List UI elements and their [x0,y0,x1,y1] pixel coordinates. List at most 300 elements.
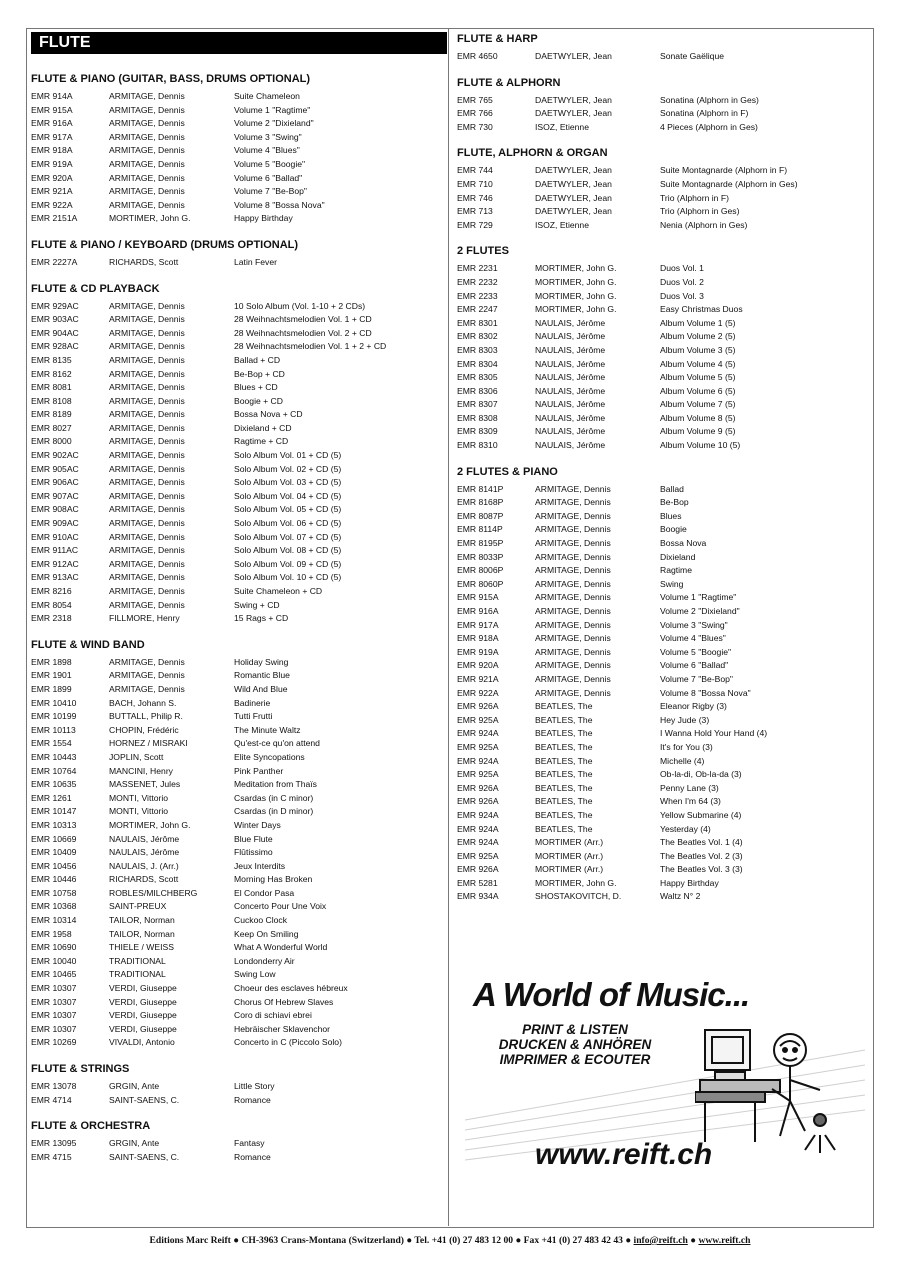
catalog-row [457,591,867,605]
catalog-number: EMR 908AC [31,504,79,515]
catalog-row [31,300,445,314]
title: Meditation from Thaïs [234,779,317,790]
catalog-number: EMR 744 [457,165,493,176]
composer: DAETWYLER, Jean [535,108,612,119]
catalog-row [457,178,867,192]
catalog-row [457,262,867,276]
catalog-row [457,121,867,135]
footer-website-link[interactable]: www.reift.ch [698,1235,751,1246]
title: Flûtissimo [234,847,273,858]
catalog-row [457,412,867,426]
catalog-row [457,890,867,904]
catalog-number: EMR 746 [457,192,493,203]
title: Volume 4 "Blues" [660,633,726,644]
catalog-row [31,381,445,395]
composer: SAINT-SAENS, C. [109,1094,180,1105]
composer: BUTTALL, Philip R. [109,711,183,722]
composer: BEATLES, The [535,782,593,793]
catalog-number: EMR 1958 [31,928,72,939]
title: Cuckoo Clock [234,915,288,926]
footer [0,1235,900,1246]
title: Easy Christmas Duos [660,304,743,315]
catalog-row [31,941,445,955]
catalog-number: EMR 13095 [31,1138,77,1149]
composer: MORTIMER (Arr.) [535,864,604,875]
section [31,72,445,226]
composer: ARMITAGE, Dennis [109,683,185,694]
composer: ARMITAGE, Dennis [109,656,185,667]
composer: DAETWYLER, Jean [535,206,612,217]
title: Volume 1 "Ragtime" [234,104,311,115]
composer: FILLMORE, Henry [109,613,180,624]
composer: MORTIMER, John G. [109,213,191,224]
composer: NAULAIS, Jérôme [535,426,606,437]
title: Ragtime [660,565,692,576]
catalog-row [457,687,867,701]
catalog-row [31,612,445,626]
catalog-number: EMR 925A [457,769,499,780]
catalog-row [31,256,445,270]
catalog-row [31,724,445,738]
title: Solo Album Vol. 01 + CD (5) [234,450,342,461]
composer: MORTIMER (Arr.) [535,837,604,848]
catalog-number: EMR 914A [31,91,73,101]
catalog-row [31,982,445,996]
catalog-row [457,425,867,439]
title: Solo Album Vol. 07 + CD (5) [234,531,342,542]
catalog-number: EMR 10307 [31,983,77,994]
catalog-number: EMR 904AC [31,327,79,338]
title: Volume 5 "Boogie" [660,646,732,657]
title: Jeux Interdits [234,860,286,871]
title: Elite Syncopations [234,751,305,762]
catalog-row [31,599,445,613]
catalog-row [457,727,867,741]
title: Album Volume 3 (5) [660,344,736,355]
title: Volume 6 "Ballad" [234,172,303,183]
title: Album Volume 5 (5) [660,372,736,383]
catalog-number: EMR 8162 [31,368,72,379]
catalog-number: EMR 924A [457,755,499,766]
composer: ARMITAGE, Dennis [109,504,185,515]
catalog-row [457,836,867,850]
catalog-row [31,1137,445,1151]
catalog-number: EMR 10446 [31,874,77,885]
catalog-number: EMR 919A [31,158,73,169]
catalog-number: EMR 902AC [31,450,79,461]
title: Keep On Smiling [234,928,299,939]
title: Volume 7 "Be-Bop" [660,673,733,684]
catalog-row [457,358,867,372]
catalog-row [31,422,445,436]
title: The Beatles Vol. 2 (3) [660,850,743,861]
catalog-number: EMR 2227A [31,256,78,267]
catalog-number: EMR 8033P [457,551,504,562]
catalog-number: EMR 8306 [457,385,498,396]
title: It's for You (3) [660,741,713,752]
catalog-row [31,395,445,409]
title: Volume 3 "Swing" [660,619,728,630]
composer: ARMITAGE, Dennis [109,382,185,393]
catalog-number: EMR 729 [457,219,493,230]
catalog-row [457,483,867,497]
catalog-number: EMR 928AC [31,341,79,352]
column-divider [448,29,449,1226]
title: Be-Bop + CD [234,368,285,379]
composer: BACH, Johann S. [109,697,177,708]
catalog-number: EMR 8307 [457,399,498,410]
title: Sonate Gaëlique [660,51,725,61]
catalog-row [457,877,867,891]
catalog-row [31,354,445,368]
catalog-number: EMR 925A [457,741,499,752]
title: Happy Birthday [234,213,293,224]
footer-email-link[interactable]: info@reift.ch [633,1235,688,1246]
title: Happy Birthday [660,877,719,888]
title: Solo Album Vol. 10 + CD (5) [234,572,342,583]
title: Solo Album Vol. 04 + CD (5) [234,490,342,501]
catalog-row [31,117,445,131]
catalog-number: EMR 909AC [31,518,79,529]
catalog-row [31,185,445,199]
title: Solo Album Vol. 08 + CD (5) [234,545,342,556]
catalog-row [31,833,445,847]
title: 4 Pieces (Alphorn in Ges) [660,121,758,132]
title: Romance [234,1151,271,1162]
catalog-row [31,144,445,158]
composer: MANCINI, Henry [109,765,173,776]
catalog-number: EMR 4650 [457,51,498,61]
catalog-number: EMR 765 [457,94,493,105]
composer: HORNEZ / MISRAKI [109,738,188,749]
section-title: FLUTE & PIANO (GUITAR, BASS, DRUMS OPTIONAL) [31,73,311,85]
section [457,146,867,232]
catalog-number: EMR 912AC [31,558,79,569]
title: Yesterday (4) [660,823,711,834]
composer: NAULAIS, Jérôme [109,833,180,844]
catalog-number: EMR 8195P [457,538,504,549]
ad-line-2: DRUCKEN & ANHÖREN [498,1037,652,1052]
composer: ARMITAGE, Dennis [535,619,611,630]
composer: BEATLES, The [535,741,593,752]
catalog-row [457,632,867,646]
section [31,1062,445,1107]
composer: ARMITAGE, Dennis [109,436,185,447]
catalog-number: EMR 710 [457,178,493,189]
catalog-row [457,850,867,864]
title: Be-Bop [660,497,689,508]
catalog-row [31,955,445,969]
composer: ARMITAGE, Dennis [535,565,611,576]
catalog-row [31,158,445,172]
ad-line-3: IMPRIMER & ECOUTER [499,1052,651,1067]
catalog-number: EMR 2231 [457,263,498,274]
title: Choeur des esclaves hébreux [234,983,348,994]
catalog-row [457,496,867,510]
composer: ARMITAGE, Dennis [109,490,185,501]
catalog-number: EMR 730 [457,121,493,132]
title: Album Volume 9 (5) [660,426,736,437]
catalog-number: EMR 8087P [457,510,504,521]
composer: TRADITIONAL [109,955,166,966]
catalog-number: EMR 916A [31,118,73,129]
catalog-row [31,313,445,327]
title: Suite Chameleon + CD [234,586,323,596]
catalog-number: EMR 8305 [457,372,498,383]
catalog-row [457,809,867,823]
title: Volume 4 "Blues" [234,145,300,156]
catalog-row [457,164,867,178]
catalog-number: EMR 10456 [31,860,77,871]
composer: DAETWYLER, Jean [535,178,612,189]
composer: NAULAIS, J. (Arr.) [109,860,179,871]
catalog-row [457,50,867,64]
catalog-number: EMR 8310 [457,440,498,451]
title: Nenia (Alphorn in Ges) [660,219,748,230]
section-title: FLUTE & ALPHORN [457,76,561,89]
composer: ARMITAGE, Dennis [535,633,611,644]
title: Album Volume 1 (5) [660,317,736,328]
catalog-row [457,823,867,837]
title: Suite Chameleon [234,91,300,101]
ad-taglines [465,1022,685,1067]
catalog-number: EMR 8141P [457,483,504,494]
section-title: FLUTE & HARP [457,33,538,45]
composer: ARMITAGE, Dennis [109,368,185,379]
catalog-row [31,327,445,341]
composer: MONTI, Vittorio [109,806,169,817]
title: Boogie + CD [234,395,283,406]
catalog-number: EMR 919A [457,646,499,657]
composer: NAULAIS, Jérôme [535,412,606,423]
composer: MORTIMER, John G. [535,290,617,301]
catalog-number: EMR 906AC [31,477,79,488]
composer: MORTIMER (Arr.) [535,850,604,861]
catalog-number: EMR 1898 [31,656,72,667]
composer: VIVALDI, Antonio [109,1037,175,1048]
catalog-number: EMR 918A [31,145,73,156]
composer: BEATLES, The [535,796,593,807]
composer: DAETWYLER, Jean [535,165,612,176]
catalog-number: EMR 10040 [31,955,77,966]
catalog-row [31,697,445,711]
title: Blue Flute [234,833,273,844]
composer: ARMITAGE, Dennis [535,510,611,521]
catalog-number: EMR 8302 [457,331,498,342]
composer: ARMITAGE, Dennis [535,524,611,535]
catalog-row [31,860,445,874]
catalog-row [31,340,445,354]
ad-website-link[interactable]: www.reift.ch [535,1138,713,1171]
title: Little Story [234,1081,275,1091]
catalog-number: EMR 926A [457,796,499,807]
title: The Beatles Vol. 3 (3) [660,864,743,875]
catalog-number: EMR 10409 [31,847,77,858]
title: 28 Weihnachtsmelodien Vol. 1 + CD [234,314,372,325]
catalog-number: EMR 10690 [31,942,77,953]
composer: BEATLES, The [535,769,593,780]
catalog-number: EMR 8000 [31,436,72,447]
composer: TRADITIONAL [109,969,166,980]
composer: ARMITAGE, Dennis [109,314,185,325]
catalog-row [31,656,445,670]
composer: ARMITAGE, Dennis [535,538,611,549]
catalog-number: EMR 8303 [457,344,498,355]
composer: ARMITAGE, Dennis [109,395,185,406]
catalog-number: EMR 10465 [31,969,77,980]
catalog-row [31,1023,445,1037]
catalog-number: EMR 10410 [31,697,77,708]
section [457,32,867,64]
composer: ARMITAGE, Dennis [535,687,611,698]
composer: GRGIN, Ante [109,1138,160,1149]
catalog-row [31,900,445,914]
title: El Condor Pasa [234,887,295,898]
catalog-number: EMR 917A [457,619,499,630]
composer: NAULAIS, Jérôme [535,399,606,410]
title: Holiday Swing [234,656,289,667]
title: Yellow Submarine (4) [660,809,742,820]
page-title: FLUTE [31,32,447,54]
composer: DAETWYLER, Jean [535,94,612,105]
composer: NAULAIS, Jérôme [535,440,606,451]
catalog-row [457,290,867,304]
section-title: FLUTE & STRINGS [31,1063,130,1075]
composer: ARMITAGE, Dennis [535,497,611,508]
catalog-number: EMR 8309 [457,426,498,437]
catalog-row [31,887,445,901]
title: 10 Solo Album (Vol. 1-10 + 2 CDs) [234,300,366,311]
title: Trio (Alphorn in F) [660,192,729,203]
catalog-number: EMR 10758 [31,887,77,898]
section [457,465,867,904]
catalog-number: EMR 929AC [31,300,79,311]
advertisement [465,970,865,1175]
composer: MASSENET, Jules [109,779,181,790]
composer: ARMITAGE, Dennis [109,586,185,596]
composer: ARMITAGE, Dennis [535,660,611,671]
catalog-row [31,476,445,490]
catalog-number: EMR 10669 [31,833,77,844]
catalog-number: EMR 922A [457,687,499,698]
section [31,238,445,270]
catalog-number: EMR 2233 [457,290,498,301]
title: Winter Days [234,819,281,830]
title: Dixieland [660,551,696,562]
title: Csardas (in D minor) [234,806,314,817]
catalog-number: EMR 924A [457,823,499,834]
catalog-number: EMR 713 [457,206,493,217]
catalog-row [31,778,445,792]
catalog-row [457,371,867,385]
catalog-row [457,755,867,769]
catalog-row [31,199,445,213]
catalog-number: EMR 10314 [31,915,77,926]
composer: NAULAIS, Jérôme [535,344,606,355]
composer: DAETWYLER, Jean [535,192,612,203]
composer: RICHARDS, Scott [109,874,179,885]
catalog-row [31,996,445,1010]
title: Coro di schiavi ebrei [234,1010,312,1021]
composer: BEATLES, The [535,755,593,766]
composer: ISOZ, Etienne [535,219,589,230]
catalog-row [457,398,867,412]
title: Swing Low [234,969,276,980]
catalog-row [457,303,867,317]
catalog-number: EMR 1261 [31,792,72,803]
catalog-row [457,619,867,633]
section-title: 2 FLUTES [457,245,509,258]
composer: ARMITAGE, Dennis [535,606,611,616]
title: Blues [660,510,682,521]
title: Bossa Nova [660,538,707,549]
catalog-number: EMR 10764 [31,765,77,776]
catalog-number: EMR 4714 [31,1094,72,1105]
title: Boogie [660,524,687,535]
catalog-number: EMR 924A [457,728,499,739]
catalog-number: EMR 926A [457,701,499,712]
composer: NAULAIS, Jérôme [535,372,606,383]
title: Solo Album Vol. 06 + CD (5) [234,518,342,529]
catalog-number: EMR 934A [457,891,499,902]
composer: BEATLES, The [535,714,593,725]
catalog-row [31,368,445,382]
catalog-number: EMR 8114P [457,524,503,535]
catalog-row [31,531,445,545]
title: Romantic Blue [234,670,290,681]
composer: SAINT-PREUX [109,901,167,912]
title: Volume 1 "Ragtime" [660,592,737,603]
catalog-number: EMR 925A [457,850,499,861]
title: Trio (Alphorn in Ges) [660,206,740,217]
catalog-number: EMR 924A [457,809,499,820]
composer: BEATLES, The [535,809,593,820]
composer: MORTIMER, John G. [109,819,191,830]
composer: VERDI, Giuseppe [109,983,177,994]
title: Concerto Pour Une Voix [234,901,327,912]
title: Swing [660,578,684,589]
catalog-number: EMR 8060P [457,578,504,589]
title: 28 Weihnachtsmelodien Vol. 1 + 2 + CD [234,341,387,352]
title: Suite Montagnarde (Alphorn in Ges) [660,178,798,189]
catalog-number: EMR 8189 [31,409,72,420]
title: 15 Rags + CD [234,613,289,624]
catalog-row [457,795,867,809]
composer: ARMITAGE, Dennis [535,578,611,589]
catalog-number: EMR 915A [31,104,73,115]
composer: ARMITAGE, Dennis [109,158,185,169]
composer: ARMITAGE, Dennis [109,422,185,433]
computer-user-illustration-icon [695,1010,845,1160]
title: The Minute Waltz [234,724,301,735]
title: Volume 5 "Boogie" [234,158,306,169]
ad-line-1: PRINT & LISTEN [522,1022,628,1037]
title: Album Volume 2 (5) [660,331,736,342]
section [31,282,445,626]
catalog-number: EMR 8054 [31,599,72,610]
section [457,244,867,452]
composer: ARMITAGE, Dennis [535,551,611,562]
catalog-row [457,205,867,219]
title: Solo Album Vol. 09 + CD (5) [234,558,342,569]
section-title: FLUTE, ALPHORN & ORGAN [457,147,608,160]
title: Volume 2 "Dixieland" [660,606,740,616]
catalog-row [31,463,445,477]
catalog-number: EMR 917A [31,131,73,142]
catalog-row [457,782,867,796]
catalog-number: EMR 922A [31,199,73,210]
catalog-row [31,1151,445,1165]
